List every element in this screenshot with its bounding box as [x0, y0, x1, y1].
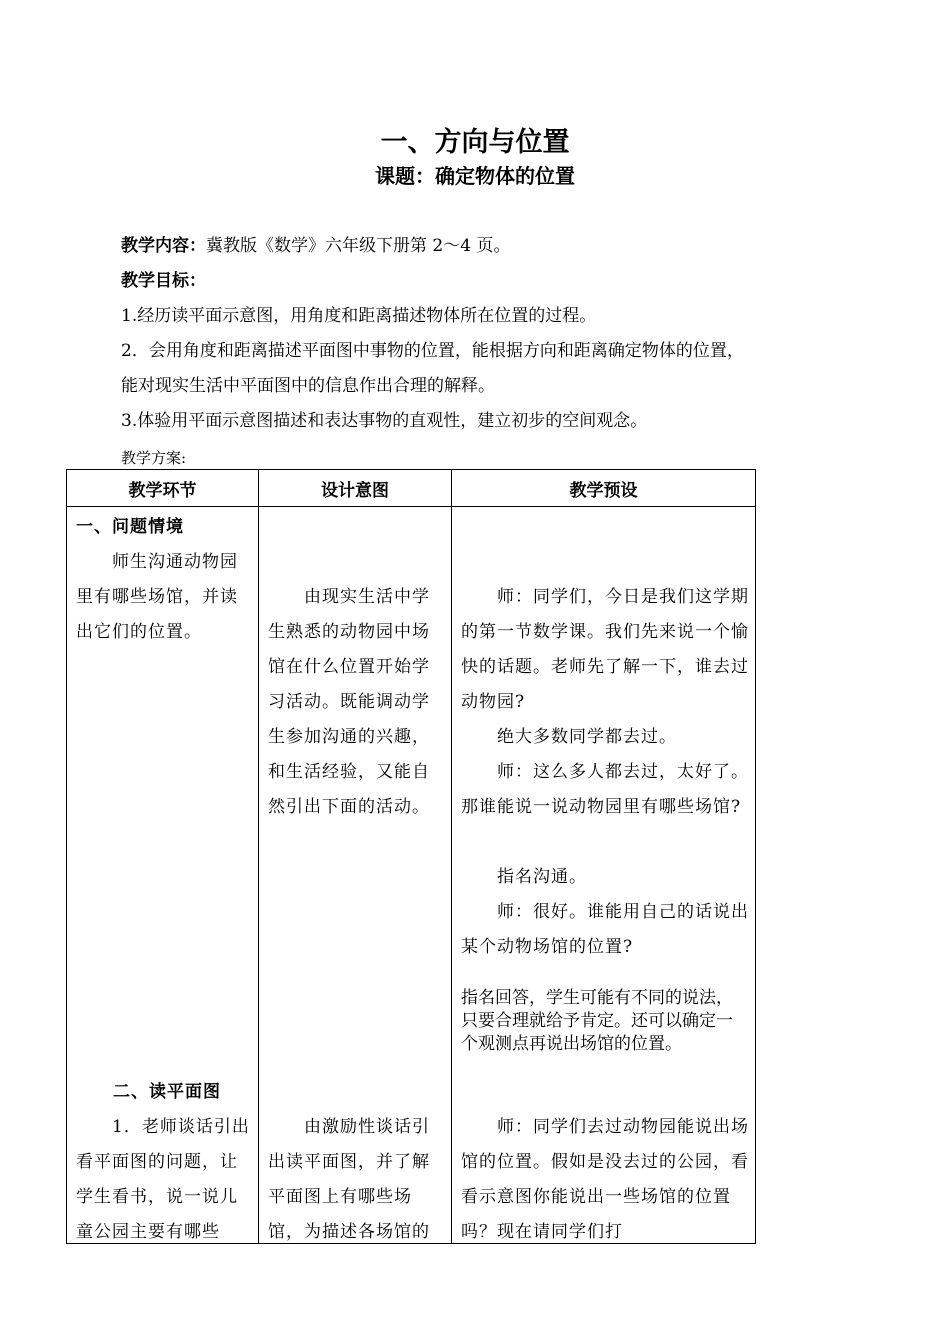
goal-1: 1.经历读平面示意图，用角度和距离描述物体所在位置的过程。 [121, 306, 597, 326]
teaching-plan-table [66, 469, 756, 1244]
header-teaching-preset: 教学预设 [452, 470, 756, 507]
preset-paragraph-6: 指名回答，学生可能有不同的说法，只要合理就给予肯定。还可以确定一个观测点再说出场馆的位置。 [461, 988, 733, 1054]
teaching-content-label: 教学内容： [121, 236, 206, 256]
goal-2-line-1: 2．会用角度和距离描述平面图中事物的位置，能根据方向和距离确定物体的位置， [121, 341, 744, 361]
preset-paragraph-2: 绝大多数同学都去过。 [461, 727, 677, 747]
goal-3: 3.体验用平面示意图描述和表达事物的直观性，建立初步的空间观念。 [121, 411, 648, 431]
stage-1-text: 师生沟通动物园里有哪些场馆，并读出它们的位置。 [76, 552, 238, 642]
stage-1-heading: 一、问题情境 [76, 517, 184, 537]
teaching-content-text: 冀教版《数学》六年级下册第 2～4 页。 [206, 236, 511, 256]
table-header-row [67, 470, 756, 507]
page-title: 一、方向与位置 [380, 127, 570, 158]
preset-paragraph-1: 师：同学们，今日是我们这学期的第一节数学课。我们先来说一个愉快的话题。老师先了解一下，谁去过动物园? [461, 587, 749, 712]
stage-cell [67, 507, 259, 1244]
preset-paragraph-4: 指名沟通。 [461, 867, 587, 887]
preset-cell [452, 507, 756, 1244]
table-row [67, 507, 756, 1244]
goal-2-line-2: 能对现实生活中平面图中的信息作出合理的解释。 [121, 376, 495, 396]
stage-2-text: 1．老师谈话引出看平面图的问题，让学生看书，说一说儿童公园主要有哪些 [76, 1117, 250, 1242]
stage-2-heading: 二、读平面图 [113, 1082, 221, 1102]
preset-paragraph-5: 师：很好。谁能用自己的话说出某个动物场馆的位置? [461, 902, 749, 957]
preset-paragraph-3: 师：这么多人都去过，太好了。那谁能说一说动物园里有哪些场馆? [461, 762, 749, 817]
plan-label: 教学方案: [121, 449, 187, 467]
lesson-subtitle: 课题：确定物体的位置 [375, 164, 575, 188]
header-teaching-stage: 教学环节 [67, 470, 259, 507]
preset-paragraph-7: 师：同学们去过动物园能说出场馆的位置。假如是没去过的公园，看看示意图你能说出一些场馆的位置吗？现在请同学们打 [461, 1117, 749, 1242]
header-design-intent: 设计意图 [259, 470, 452, 507]
intent-2-text: 由激励性谈话引出读平面图，并了解平面图上有哪些场馆，为描述各场馆的 [268, 1117, 430, 1242]
intent-1-text: 由现实生活中学生熟悉的动物园中场馆在什么位置开始学习活动。既能调动学生参加沟通的兴趣，和生活经验，又能自然引出下面的活动。 [268, 587, 430, 817]
teaching-content [121, 234, 510, 258]
teaching-goals-label: 教学目标： [121, 271, 206, 291]
intent-cell [259, 507, 452, 1244]
